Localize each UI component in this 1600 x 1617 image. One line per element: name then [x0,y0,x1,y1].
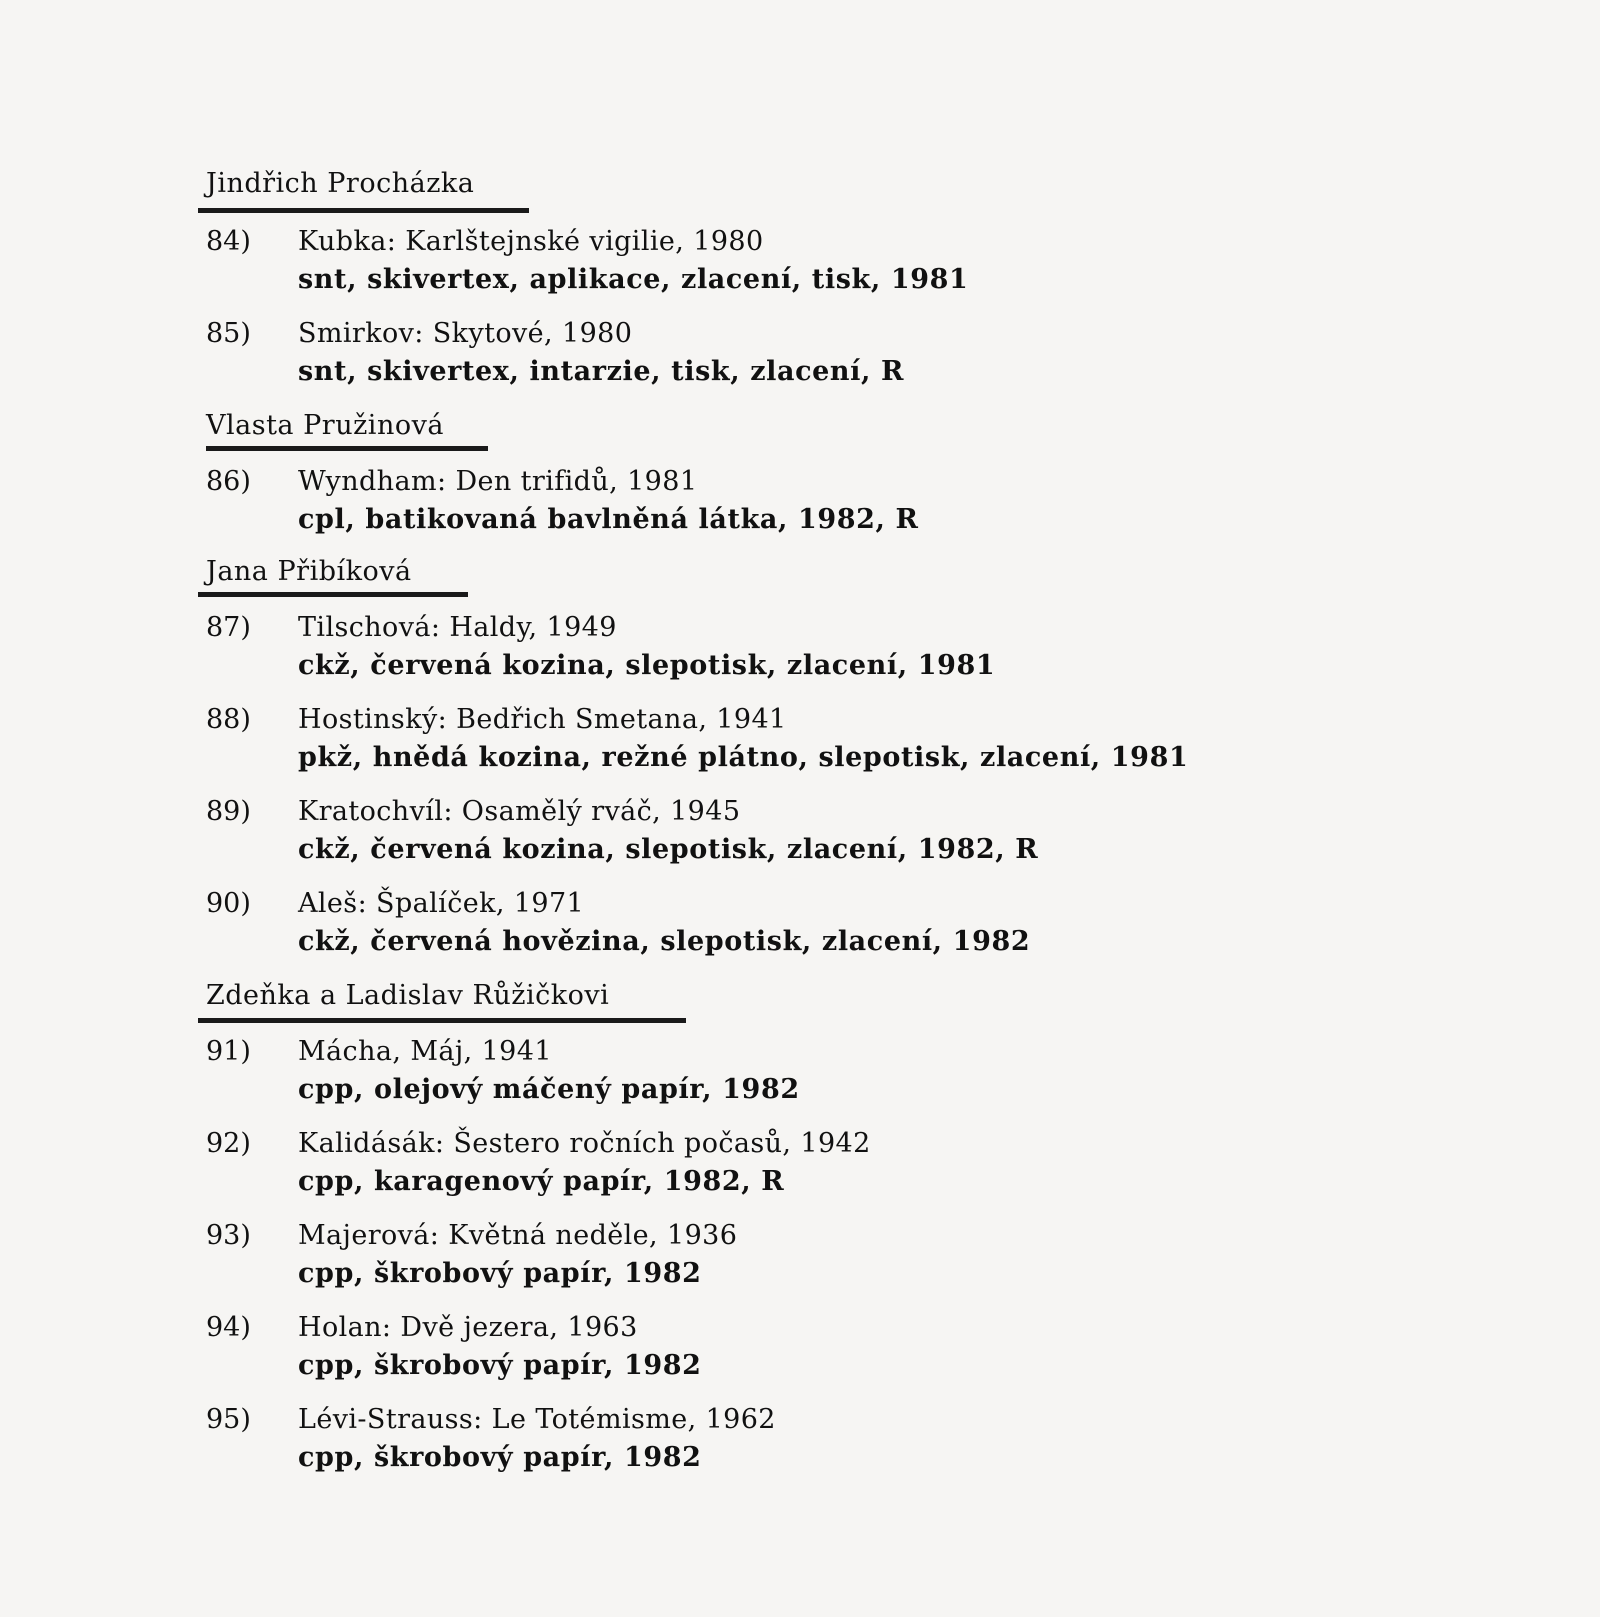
entry-description: pkž, hnědá kozina, režné plátno, slepotisk, zlacení, 1981 [298,742,1189,773]
entry-title: Kratochvíl: Osamělý rváč, 1945 [298,796,741,827]
entry-title: Tilschová: Haldy, 1949 [298,612,617,643]
entry-description: snt, skivertex, intarzie, tisk, zlacení, R [298,356,905,387]
entry-number: 91) [206,1036,251,1067]
entry-description: ckž, červená kozina, slepotisk, zlacení, 1981 [298,650,996,681]
entry-title: Wyndham: Den trifidů, 1981 [298,466,698,497]
entry-description: cpp, škrobový papír, 1982 [298,1258,702,1289]
entry-title: Aleš: Špalíček, 1971 [298,888,585,919]
entry-description: ckž, červená hovězina, slepotisk, zlacení, 1982 [298,926,1031,957]
entry-description: cpp, škrobový papír, 1982 [298,1350,702,1381]
entry-description: cpp, olejový máčený papír, 1982 [298,1074,800,1105]
entry-description: cpp, škrobový papír, 1982 [298,1442,702,1473]
section-header-ruzickovi: Zdeňka a Ladislav Růžičkovi [206,980,610,1011]
section-header-pribikova: Jana Přibíková [206,556,412,587]
entry-title: Smirkov: Skytové, 1980 [298,318,633,349]
entry-description: cpl, batikovaná bavlněná látka, 1982, R [298,504,919,535]
section-rule [198,1018,686,1023]
entry-number: 85) [206,318,251,349]
entry-number: 95) [206,1404,251,1435]
section-header-prochazka: Jindřich Procházka [206,168,475,199]
entry-title: Holan: Dvě jezera, 1963 [298,1312,638,1343]
entry-number: 89) [206,796,251,827]
entry-number: 90) [206,888,251,919]
entry-number: 84) [206,226,251,257]
entry-title: Hostinský: Bedřich Smetana, 1941 [298,704,787,735]
section-rule [198,592,468,597]
section-header-pruzinova: Vlasta Pružinová [206,410,444,441]
entry-description: ckž, červená kozina, slepotisk, zlacení, 1982, R [298,834,1039,865]
entry-number: 94) [206,1312,251,1343]
entry-title: Kalidásák: Šestero ročních počasů, 1942 [298,1128,871,1159]
section-rule [198,208,529,213]
entry-description: snt, skivertex, aplikace, zlacení, tisk, 1981 [298,264,969,295]
entry-description: cpp, karagenový papír, 1982, R [298,1166,785,1197]
entry-number: 87) [206,612,251,643]
entry-number: 86) [206,466,251,497]
entry-title: Lévi-Strauss: Le Totémisme, 1962 [298,1404,776,1435]
entry-number: 93) [206,1220,251,1251]
entry-title: Majerová: Květná neděle, 1936 [298,1220,738,1251]
section-rule [206,446,488,451]
entry-title: Kubka: Karlštejnské vigilie, 1980 [298,226,764,257]
entry-number: 88) [206,704,251,735]
entry-number: 92) [206,1128,251,1159]
entry-title: Mácha, Máj, 1941 [298,1036,552,1067]
